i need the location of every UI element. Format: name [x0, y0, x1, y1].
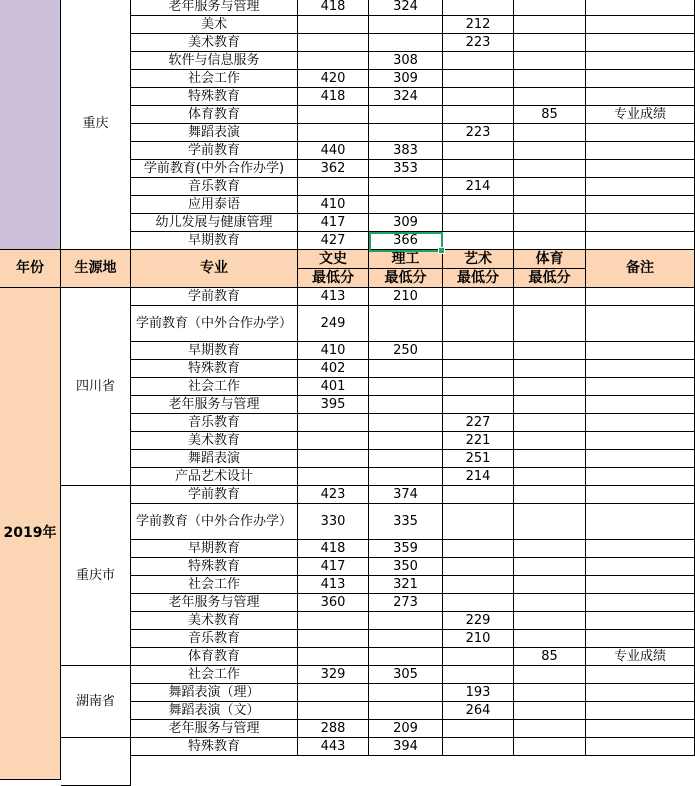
score-cell[interactable]: 350 [369, 558, 443, 576]
major-cell[interactable]: 美术教育 [131, 612, 298, 630]
major-cell[interactable]: 老年服务与管理 [131, 720, 298, 738]
major-cell[interactable]: 音乐教育 [131, 178, 298, 196]
score-cell[interactable] [514, 630, 586, 648]
score-cell[interactable]: 214 [443, 178, 514, 196]
score-cell[interactable]: 362 [298, 160, 369, 178]
score-cell[interactable] [514, 486, 586, 504]
score-cell[interactable] [298, 16, 369, 34]
score-cell[interactable]: 423 [298, 486, 369, 504]
score-cell[interactable] [369, 178, 443, 196]
major-cell[interactable]: 特殊教育 [131, 360, 298, 378]
score-cell[interactable]: 309 [369, 214, 443, 232]
score-cell[interactable] [298, 106, 369, 124]
score-cell[interactable] [369, 630, 443, 648]
score-cell[interactable]: 229 [443, 612, 514, 630]
header-min-score: 最低分 [443, 269, 514, 288]
score-cell[interactable] [443, 648, 514, 666]
score-cell[interactable] [514, 432, 586, 450]
remark-cell[interactable] [586, 540, 695, 558]
major-cell[interactable]: 产品艺术设计 [131, 468, 298, 486]
remark-cell[interactable] [586, 630, 695, 648]
remark-cell[interactable] [586, 738, 695, 756]
score-cell[interactable] [514, 88, 586, 106]
selected-cell-highlight [369, 232, 443, 252]
score-cell[interactable]: 321 [369, 576, 443, 594]
remark-cell[interactable] [586, 16, 695, 34]
score-cell[interactable] [369, 396, 443, 414]
remark-cell[interactable] [586, 232, 695, 250]
score-cell[interactable] [443, 288, 514, 306]
header-major: 专业 [131, 250, 298, 288]
score-cell[interactable] [369, 16, 443, 34]
major-cell[interactable]: 学前教育(中外合作办学) [131, 160, 298, 178]
score-cell[interactable] [443, 232, 514, 250]
header-li: 理工 [369, 250, 443, 269]
major-cell[interactable]: 体育教育 [131, 106, 298, 124]
score-cell[interactable]: 273 [369, 594, 443, 612]
header-wen: 文史 [298, 250, 369, 269]
remark-cell[interactable] [586, 486, 695, 504]
score-cell[interactable]: 249 [298, 306, 369, 342]
score-cell[interactable] [298, 432, 369, 450]
score-cell[interactable] [369, 450, 443, 468]
score-cell[interactable]: 212 [443, 16, 514, 34]
remark-cell[interactable]: 专业成绩 [586, 648, 695, 666]
score-cell[interactable] [443, 88, 514, 106]
score-cell[interactable] [298, 124, 369, 142]
score-cell[interactable] [298, 450, 369, 468]
score-cell[interactable] [369, 378, 443, 396]
score-cell[interactable]: 335 [369, 504, 443, 540]
region-cell [61, 738, 131, 786]
score-cell[interactable] [443, 214, 514, 232]
region-cell: 湖南省 [61, 666, 131, 738]
score-cell[interactable] [443, 342, 514, 360]
score-cell[interactable] [443, 360, 514, 378]
score-cell[interactable] [443, 52, 514, 70]
remark-cell[interactable] [586, 594, 695, 612]
major-cell[interactable]: 早期教育 [131, 540, 298, 558]
score-cell[interactable] [443, 378, 514, 396]
major-cell[interactable]: 社会工作 [131, 70, 298, 88]
remark-cell[interactable] [586, 52, 695, 70]
score-cell[interactable]: 308 [369, 52, 443, 70]
score-cell[interactable]: 394 [369, 738, 443, 756]
score-cell[interactable] [443, 594, 514, 612]
score-cell[interactable] [443, 396, 514, 414]
score-cell[interactable]: 427 [298, 232, 369, 250]
score-cell[interactable] [443, 720, 514, 738]
major-cell[interactable]: 音乐教育 [131, 630, 298, 648]
header-year: 年份 [0, 250, 61, 288]
score-cell[interactable] [298, 702, 369, 720]
score-cell[interactable] [514, 540, 586, 558]
score-cell[interactable] [443, 576, 514, 594]
score-cell[interactable]: 402 [298, 360, 369, 378]
major-cell[interactable]: 学前教育（中外合作办学） [131, 306, 298, 342]
major-cell[interactable]: 特殊教育 [131, 88, 298, 106]
score-cell[interactable] [514, 738, 586, 756]
score-cell[interactable] [369, 196, 443, 214]
score-cell[interactable]: 221 [443, 432, 514, 450]
score-cell[interactable]: 360 [298, 594, 369, 612]
score-cell[interactable] [514, 306, 586, 342]
score-cell[interactable]: 366 [369, 232, 443, 250]
region-cell: 四川省 [61, 288, 131, 486]
score-cell[interactable] [369, 702, 443, 720]
major-cell[interactable]: 美术教育 [131, 34, 298, 52]
score-cell[interactable]: 359 [369, 540, 443, 558]
score-cell[interactable]: 418 [298, 540, 369, 558]
score-cell[interactable] [298, 630, 369, 648]
score-cell[interactable]: 418 [298, 88, 369, 106]
score-cell[interactable] [514, 594, 586, 612]
remark-cell[interactable] [586, 360, 695, 378]
major-cell[interactable]: 学前教育 [131, 142, 298, 160]
major-cell[interactable]: 特殊教育 [131, 558, 298, 576]
score-cell[interactable]: 417 [298, 214, 369, 232]
major-cell[interactable]: 社会工作 [131, 576, 298, 594]
major-cell[interactable]: 舞蹈表演 [131, 450, 298, 468]
major-cell[interactable]: 学前教育 [131, 486, 298, 504]
score-cell[interactable] [369, 414, 443, 432]
score-cell[interactable] [514, 720, 586, 738]
score-cell[interactable] [298, 52, 369, 70]
score-cell[interactable] [369, 306, 443, 342]
major-cell[interactable]: 应用泰语 [131, 196, 298, 214]
remark-cell[interactable] [586, 414, 695, 432]
score-cell[interactable] [514, 288, 586, 306]
score-cell[interactable] [298, 684, 369, 702]
score-cell[interactable] [514, 468, 586, 486]
score-cell[interactable] [443, 142, 514, 160]
score-cell[interactable]: 193 [443, 684, 514, 702]
score-cell[interactable]: 250 [369, 342, 443, 360]
header-yi: 艺术 [443, 250, 514, 269]
major-cell[interactable]: 舞蹈表演（理） [131, 684, 298, 702]
score-cell[interactable] [514, 70, 586, 88]
score-cell[interactable] [443, 738, 514, 756]
score-cell[interactable] [298, 648, 369, 666]
score-cell[interactable]: 210 [443, 630, 514, 648]
remark-cell[interactable] [586, 306, 695, 342]
score-cell[interactable] [514, 34, 586, 52]
score-cell[interactable] [369, 106, 443, 124]
score-cell[interactable]: 395 [298, 396, 369, 414]
score-cell[interactable] [369, 360, 443, 378]
score-cell[interactable] [369, 612, 443, 630]
score-cell[interactable] [369, 124, 443, 142]
major-cell[interactable]: 特殊教育 [131, 738, 298, 756]
remark-cell[interactable] [586, 450, 695, 468]
remark-cell[interactable] [586, 88, 695, 106]
score-cell[interactable]: 420 [298, 70, 369, 88]
score-cell[interactable] [514, 214, 586, 232]
score-cell[interactable]: 353 [369, 160, 443, 178]
score-cell[interactable]: 85 [514, 648, 586, 666]
remark-cell[interactable] [586, 558, 695, 576]
major-cell[interactable]: 学前教育（中外合作办学） [131, 504, 298, 540]
score-cell[interactable] [369, 468, 443, 486]
score-cell[interactable] [443, 106, 514, 124]
major-cell[interactable]: 幼儿发展与健康管理 [131, 214, 298, 232]
year-cell-prev [0, 0, 61, 250]
score-cell[interactable] [514, 684, 586, 702]
score-cell[interactable]: 383 [369, 142, 443, 160]
major-cell[interactable]: 音乐教育 [131, 414, 298, 432]
score-cell[interactable] [514, 16, 586, 34]
major-cell[interactable]: 软件与信息服务 [131, 52, 298, 70]
score-cell[interactable] [514, 160, 586, 178]
score-cell[interactable]: 374 [369, 486, 443, 504]
major-cell[interactable]: 体育教育 [131, 648, 298, 666]
header-min-score: 最低分 [514, 269, 586, 288]
score-cell[interactable]: 288 [298, 720, 369, 738]
score-cell[interactable] [443, 504, 514, 540]
score-cell[interactable]: 418 [298, 0, 369, 16]
score-cell[interactable] [443, 558, 514, 576]
score-cell[interactable] [514, 576, 586, 594]
score-cell[interactable]: 440 [298, 142, 369, 160]
score-cell[interactable]: 223 [443, 124, 514, 142]
score-cell[interactable] [443, 160, 514, 178]
score-cell[interactable] [514, 342, 586, 360]
score-cell[interactable]: 223 [443, 34, 514, 52]
score-cell[interactable]: 324 [369, 88, 443, 106]
remark-cell[interactable] [586, 0, 695, 16]
score-cell[interactable]: 443 [298, 738, 369, 756]
score-cell[interactable] [298, 468, 369, 486]
major-cell[interactable]: 老年服务与管理 [131, 0, 298, 16]
score-cell[interactable] [369, 432, 443, 450]
score-cell[interactable] [514, 666, 586, 684]
score-cell[interactable] [443, 0, 514, 16]
score-cell[interactable] [443, 540, 514, 558]
score-cell[interactable] [514, 124, 586, 142]
major-cell[interactable]: 美术教育 [131, 432, 298, 450]
score-cell[interactable] [514, 178, 586, 196]
score-cell[interactable]: 413 [298, 576, 369, 594]
score-cell[interactable] [514, 702, 586, 720]
remark-cell[interactable] [586, 196, 695, 214]
score-cell[interactable] [514, 0, 586, 16]
region-cell: 重庆市 [61, 486, 131, 666]
header-remark: 备注 [586, 250, 695, 288]
score-cell[interactable]: 324 [369, 0, 443, 16]
major-cell[interactable]: 舞蹈表演（文） [131, 702, 298, 720]
score-cell[interactable]: 410 [298, 342, 369, 360]
score-cell[interactable] [514, 52, 586, 70]
remark-cell[interactable] [586, 432, 695, 450]
major-cell[interactable]: 学前教育 [131, 288, 298, 306]
score-cell[interactable]: 401 [298, 378, 369, 396]
remark-cell[interactable]: 专业成绩 [586, 106, 695, 124]
remark-cell[interactable] [586, 34, 695, 52]
score-cell[interactable] [443, 486, 514, 504]
score-cell[interactable] [514, 196, 586, 214]
score-cell[interactable]: 329 [298, 666, 369, 684]
header-min-score: 最低分 [369, 269, 443, 288]
score-cell[interactable]: 410 [298, 196, 369, 214]
remark-cell[interactable] [586, 288, 695, 306]
year-cell: 2019年 [0, 288, 61, 780]
score-cell[interactable] [514, 378, 586, 396]
remark-cell[interactable] [586, 468, 695, 486]
score-cell[interactable] [298, 34, 369, 52]
score-cell[interactable]: 85 [514, 106, 586, 124]
score-cell[interactable] [369, 684, 443, 702]
remark-cell[interactable] [586, 720, 695, 738]
score-cell[interactable]: 417 [298, 558, 369, 576]
score-cell[interactable] [514, 232, 586, 250]
major-cell[interactable]: 社会工作 [131, 666, 298, 684]
remark-cell[interactable] [586, 504, 695, 540]
score-cell[interactable]: 330 [298, 504, 369, 540]
score-cell[interactable] [514, 396, 586, 414]
score-cell[interactable] [443, 306, 514, 342]
score-cell[interactable] [443, 196, 514, 214]
remark-cell[interactable] [586, 214, 695, 232]
header-ti: 体育 [514, 250, 586, 269]
score-cell[interactable] [443, 70, 514, 88]
remark-cell[interactable] [586, 378, 695, 396]
score-cell[interactable]: 413 [298, 288, 369, 306]
major-cell[interactable]: 老年服务与管理 [131, 396, 298, 414]
score-cell[interactable] [298, 414, 369, 432]
remark-cell[interactable] [586, 576, 695, 594]
major-cell[interactable]: 早期教育 [131, 232, 298, 250]
major-cell[interactable]: 舞蹈表演 [131, 124, 298, 142]
remark-cell[interactable] [586, 70, 695, 88]
remark-cell[interactable] [586, 612, 695, 630]
major-cell[interactable]: 早期教育 [131, 342, 298, 360]
region-cell: 重庆 [61, 0, 131, 250]
score-cell[interactable]: 264 [443, 702, 514, 720]
score-cell[interactable] [514, 414, 586, 432]
score-cell[interactable] [514, 360, 586, 378]
remark-cell[interactable] [586, 342, 695, 360]
remark-cell[interactable] [586, 702, 695, 720]
remark-cell[interactable] [586, 142, 695, 160]
score-cell[interactable] [298, 612, 369, 630]
score-cell[interactable] [298, 178, 369, 196]
score-cell[interactable]: 214 [443, 468, 514, 486]
score-cell[interactable]: 209 [369, 720, 443, 738]
score-cell[interactable] [514, 142, 586, 160]
score-cell[interactable]: 251 [443, 450, 514, 468]
remark-cell[interactable] [586, 396, 695, 414]
remark-cell[interactable] [586, 160, 695, 178]
score-cell[interactable]: 309 [369, 70, 443, 88]
score-cell[interactable] [514, 504, 586, 540]
major-cell[interactable]: 社会工作 [131, 378, 298, 396]
score-cell[interactable] [369, 648, 443, 666]
score-cell[interactable]: 305 [369, 666, 443, 684]
score-cell[interactable] [514, 450, 586, 468]
major-cell[interactable]: 老年服务与管理 [131, 594, 298, 612]
score-cell[interactable]: 227 [443, 414, 514, 432]
remark-cell[interactable] [586, 666, 695, 684]
score-cell[interactable] [369, 34, 443, 52]
remark-cell[interactable] [586, 124, 695, 142]
header-region: 生源地 [61, 250, 131, 288]
score-cell[interactable] [514, 612, 586, 630]
score-cell[interactable] [514, 558, 586, 576]
score-cell[interactable]: 210 [369, 288, 443, 306]
score-cell[interactable] [443, 666, 514, 684]
remark-cell[interactable] [586, 684, 695, 702]
header-min-score: 最低分 [298, 269, 369, 288]
major-cell[interactable]: 美术 [131, 16, 298, 34]
remark-cell[interactable] [586, 178, 695, 196]
